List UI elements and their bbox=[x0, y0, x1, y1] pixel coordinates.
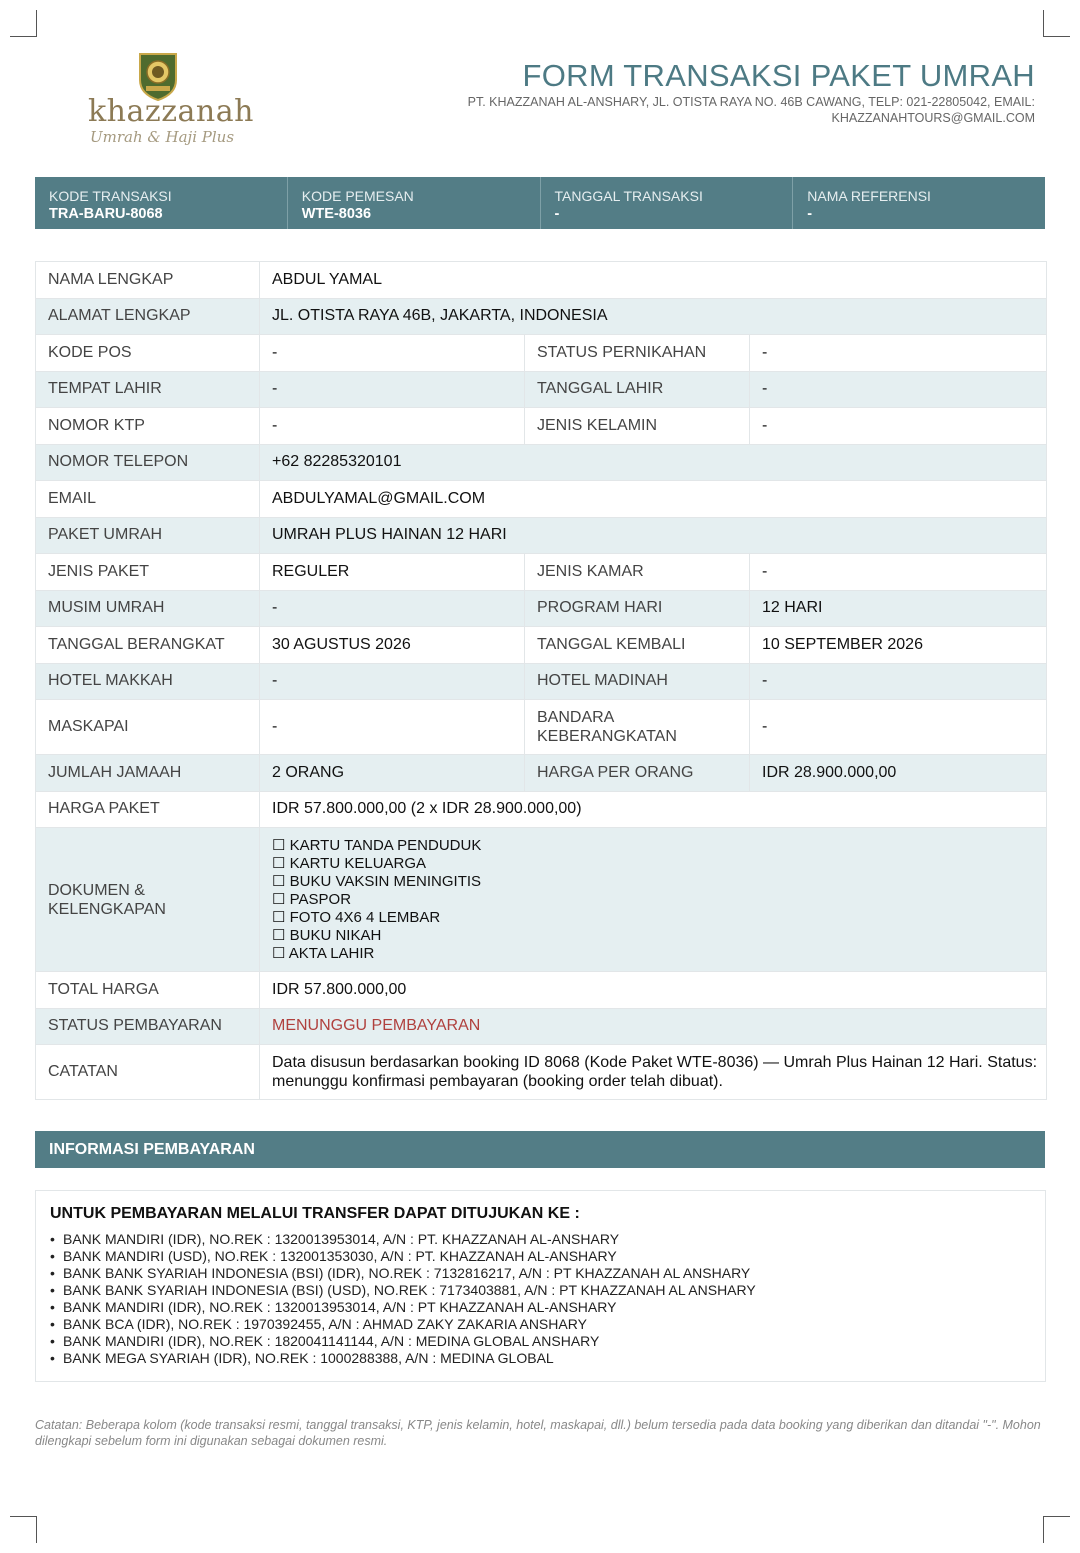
field-label: CATATAN bbox=[36, 1045, 260, 1100]
summary-label: TANGGAL TRANSAKSI bbox=[554, 188, 703, 204]
table-row bbox=[36, 517, 1047, 554]
field-label: TOTAL HARGA bbox=[36, 972, 260, 1009]
field-label: ALAMAT LENGKAP bbox=[36, 298, 260, 335]
checklist-item: ☐ KARTU KELUARGA bbox=[272, 854, 427, 872]
table-row bbox=[36, 554, 1047, 591]
field-label: PAKET UMRAH bbox=[36, 517, 260, 554]
table-row bbox=[36, 972, 1047, 1009]
table-row bbox=[36, 262, 1047, 299]
field-value: ABDUL YAMAL bbox=[260, 262, 1047, 299]
field-value: - bbox=[750, 335, 1047, 372]
field-value: - bbox=[750, 663, 1047, 700]
field-value: - bbox=[260, 371, 525, 408]
table-row bbox=[36, 298, 1047, 335]
table-row bbox=[36, 828, 1047, 972]
bank-account-item: • BANK MANDIRI (USD), NO.REK : 132001353030, A/N : PT. KHAZZANAH AL-ANSHARY bbox=[50, 1248, 1031, 1265]
field-value: REGULER bbox=[260, 554, 525, 591]
field-value: - bbox=[750, 408, 1047, 445]
field-label: NAMA LENGKAP bbox=[36, 262, 260, 299]
field-value: - bbox=[260, 408, 525, 445]
bank-account-item: • BANK MANDIRI (IDR), NO.REK : 1320013953014, A/N : PT KHAZZANAH AL-ANSHARY bbox=[50, 1299, 1031, 1316]
summary-kode-pemesan bbox=[287, 177, 540, 229]
footnote: Catatan: Beberapa kolom (kode transaksi resmi, tanggal transaksi, KTP, jenis kelamin, hotel, maskapai, dll.) belum tersedia pada data booking yang diberikan dan ditandai "-". Mohon dilengkapi sebelum form ini digunakan sebagai dokumen resmi. bbox=[35, 1418, 1041, 1448]
summary-value: - bbox=[554, 206, 560, 222]
field-label: TANGGAL LAHIR bbox=[525, 371, 750, 408]
summary-value: - bbox=[807, 206, 813, 222]
field-value: - bbox=[750, 700, 1047, 755]
field-label: MASKAPAI bbox=[36, 700, 260, 755]
table-row bbox=[36, 700, 1047, 755]
payment-status-value: MENUNGGU PEMBAYARAN bbox=[260, 1008, 1047, 1045]
field-label: EMAIL bbox=[36, 481, 260, 518]
transaction-summary-bar bbox=[35, 177, 1045, 229]
field-value: - bbox=[750, 371, 1047, 408]
checklist-item: ☐ BUKU NIKAH bbox=[272, 926, 382, 944]
field-value: IDR 28.900.000,00 bbox=[750, 755, 1047, 792]
field-label: STATUS PEMBAYARAN bbox=[36, 1008, 260, 1045]
field-label: HARGA PER ORANG bbox=[525, 755, 750, 792]
bank-account-item: • BANK MANDIRI (IDR), NO.REK : 1820041141144, A/N : MEDINA GLOBAL ANSHARY bbox=[50, 1333, 1031, 1350]
field-value: UMRAH PLUS HAINAN 12 HARI bbox=[260, 517, 1047, 554]
form-title: FORM TRANSAKSI PAKET UMRAH bbox=[522, 58, 1035, 93]
table-row bbox=[36, 335, 1047, 372]
field-label: NOMOR TELEPON bbox=[36, 444, 260, 481]
payment-section-heading: INFORMASI PEMBAYARAN bbox=[35, 1131, 1045, 1168]
field-label: PROGRAM HARI bbox=[525, 590, 750, 627]
company-logo bbox=[88, 50, 254, 150]
bank-account-item: • BANK BANK SYARIAH INDONESIA (BSI) (IDR), NO.REK : 7132816217, A/N : PT KHAZZANAH AL ANSHARY bbox=[50, 1265, 1031, 1282]
payment-info-box bbox=[35, 1190, 1046, 1382]
bank-account-item: • BANK MANDIRI (IDR), NO.REK : 1320013953014, A/N : PT. KHAZZANAH AL-ANSHARY bbox=[50, 1231, 1031, 1248]
field-value: 10 SEPTEMBER 2026 bbox=[750, 627, 1047, 664]
field-label: JENIS KAMAR bbox=[525, 554, 750, 591]
checklist-item: ☐ FOTO 4X6 4 LEMBAR bbox=[272, 908, 441, 926]
logo-brand: khazzanah bbox=[88, 94, 254, 129]
field-label: JENIS PAKET bbox=[36, 554, 260, 591]
summary-label: NAMA REFERENSI bbox=[807, 188, 931, 204]
checklist-item: ☐ AKTA LAHIR bbox=[272, 944, 375, 962]
table-row bbox=[36, 755, 1047, 792]
field-value: - bbox=[750, 554, 1047, 591]
crop-mark-top-right bbox=[1043, 10, 1070, 37]
crop-mark-bottom-left bbox=[10, 1516, 37, 1543]
field-value: - bbox=[260, 700, 525, 755]
field-label: DOKUMEN & KELENGKAPAN bbox=[36, 828, 260, 972]
field-value: - bbox=[260, 663, 525, 700]
checklist-item: ☐ PASPOR bbox=[272, 890, 352, 908]
field-value: 12 HARI bbox=[750, 590, 1047, 627]
table-row bbox=[36, 371, 1047, 408]
summary-label: KODE PEMESAN bbox=[301, 188, 414, 204]
field-value: +62 82285320101 bbox=[260, 444, 1047, 481]
field-value: JL. OTISTA RAYA 46B, JAKARTA, INDONESIA bbox=[260, 298, 1047, 335]
table-row bbox=[36, 408, 1047, 445]
note-value: Data disusun berdasarkan booking ID 8068 (Kode Paket WTE-8036) — Umrah Plus Hainan 12 Hari. Status: menunggu konfirmasi pembayaran (booking order telah dibuat). bbox=[260, 1045, 1047, 1100]
table-row bbox=[36, 481, 1047, 518]
table-row bbox=[36, 590, 1047, 627]
summary-label: KODE TRANSAKSI bbox=[49, 188, 172, 204]
checklist-item: ☐ BUKU VAKSIN MENINGITIS bbox=[272, 872, 482, 890]
bank-account-item: • BANK MEGA SYARIAH (IDR), NO.REK : 1000288388, A/N : MEDINA GLOBAL bbox=[50, 1350, 1031, 1367]
crop-mark-top-left bbox=[10, 10, 37, 37]
field-label: STATUS PERNIKAHAN bbox=[525, 335, 750, 372]
table-row bbox=[36, 791, 1047, 828]
table-row bbox=[36, 627, 1047, 664]
field-label: KODE POS bbox=[36, 335, 260, 372]
payment-intro: UNTUK PEMBAYARAN MELALUI TRANSFER DAPAT DITUJUKAN KE : bbox=[50, 1205, 580, 1222]
company-address: PT. KHAZZANAH AL-ANSHARY, JL. OTISTA RAYA NO. 46B CAWANG, TELP: 021-22805042, EMAIL: KHAZZANAHTOURS@GMAIL.COM bbox=[467, 95, 1035, 125]
field-label: TEMPAT LAHIR bbox=[36, 371, 260, 408]
field-label: TANGGAL KEMBALI bbox=[525, 627, 750, 664]
field-label: HOTEL MAKKAH bbox=[36, 663, 260, 700]
field-value: IDR 57.800.000,00 (2 x IDR 28.900.000,00) bbox=[260, 791, 1047, 828]
customer-detail-table bbox=[35, 261, 1047, 1100]
table-row bbox=[36, 1045, 1047, 1100]
summary-tanggal-transaksi bbox=[540, 177, 793, 229]
field-label: NOMOR KTP bbox=[36, 408, 260, 445]
field-value: ABDULYAMAL@GMAIL.COM bbox=[260, 481, 1047, 518]
table-row bbox=[36, 444, 1047, 481]
summary-kode-transaksi bbox=[35, 177, 287, 229]
bank-account-item: • BANK BANK SYARIAH INDONESIA (BSI) (USD), NO.REK : 7173403881, A/N : PT KHAZZANAH AL ANSHARY bbox=[50, 1282, 1031, 1299]
checklist-item: ☐ KARTU TANDA PENDUDUK bbox=[272, 836, 482, 854]
field-label: TANGGAL BERANGKAT bbox=[36, 627, 260, 664]
bank-account-item: • BANK BCA (IDR), NO.REK : 1970392455, A/N : AHMAD ZAKY ZAKARIA ANSHARY bbox=[50, 1316, 1031, 1333]
document-checklist bbox=[260, 828, 1047, 972]
field-label: MUSIM UMRAH bbox=[36, 590, 260, 627]
field-value: 2 ORANG bbox=[260, 755, 525, 792]
field-label: HOTEL MADINAH bbox=[525, 663, 750, 700]
summary-value: TRA-BARU-8068 bbox=[49, 206, 163, 222]
summary-nama-referensi bbox=[792, 177, 1045, 229]
field-label: HARGA PAKET bbox=[36, 791, 260, 828]
table-row bbox=[36, 1008, 1047, 1045]
field-value: - bbox=[260, 590, 525, 627]
table-row bbox=[36, 663, 1047, 700]
crop-mark-bottom-right bbox=[1043, 1516, 1070, 1543]
field-label: BANDARA KEBERANGKATAN bbox=[525, 700, 750, 755]
field-label: JUMLAH JAMAAH bbox=[36, 755, 260, 792]
field-value: IDR 57.800.000,00 bbox=[260, 972, 1047, 1009]
field-value: 30 AGUSTUS 2026 bbox=[260, 627, 525, 664]
field-label: JENIS KELAMIN bbox=[525, 408, 750, 445]
logo-tagline: Umrah & Haji Plus bbox=[90, 128, 235, 146]
summary-value: WTE-8036 bbox=[301, 206, 372, 222]
field-value: - bbox=[260, 335, 525, 372]
